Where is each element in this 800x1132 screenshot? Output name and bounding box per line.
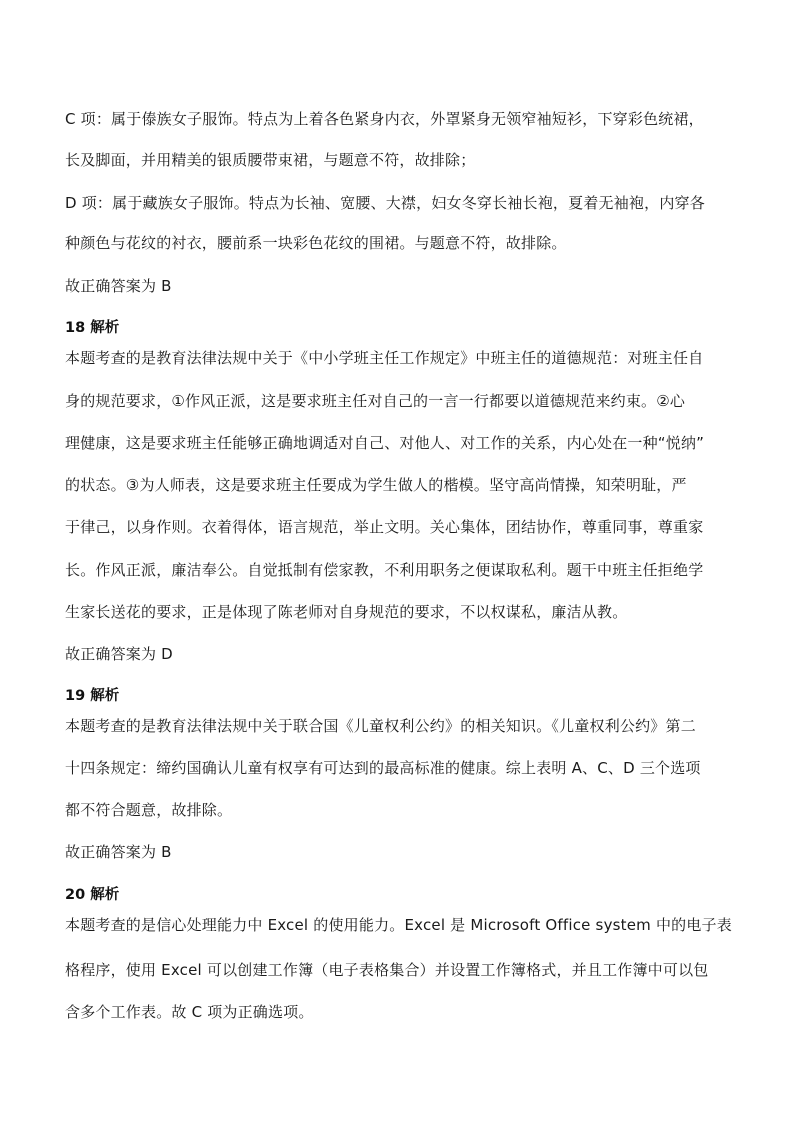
- q18-line-1: 本题考查的是教育法律法规中关于《中小学班主任工作规定》中班主任的道德规范：对班主任自: [65, 349, 704, 367]
- answer-19: 故正确答案为 B: [65, 843, 172, 861]
- heading-20: 20 解析: [65, 887, 120, 903]
- q20-line-1: 本题考查的是信心处理能力中 Excel 的使用能力。Excel 是 Microsoft Office system 中的电子表: [65, 916, 732, 934]
- option-c-line-2: 长及脚面，并用精美的银质腰带束裙，与题意不符，故排除；: [65, 151, 476, 169]
- heading-19: 19 解析: [65, 688, 120, 704]
- q20-line-3: 含多个工作表。故 C 项为正确选项。: [65, 1003, 314, 1021]
- q18-line-7: 生家长送花的要求，正是体现了陈老师对自身规范的要求，不以权谋私，廉洁从教。: [65, 603, 628, 621]
- q18-line-5: 于律己，以身作则。衣着得体，语言规范，举止文明。关心集体，团结协作，尊重同事，尊重家: [65, 518, 704, 536]
- answer-17: 故正确答案为 B: [65, 277, 172, 295]
- option-c-line-1: C 项：属于傣族女子服饰。特点为上着各色紧身内衣，外罩紧身无领窄袖短衫，下穿彩色统裙，: [65, 110, 704, 128]
- q18-line-4: 的状态。③为人师表，这是要求班主任要成为学生做人的楷模。坚守高尚情操，知荣明耻，严: [65, 476, 687, 494]
- q19-line-2: 十四条规定：缔约国确认儿童有权享有可达到的最高标准的健康。综上表明 A、C、D 三个选项: [65, 759, 701, 777]
- heading-18: 18 解析: [65, 320, 120, 336]
- q18-line-3: 理健康，这是要求班主任能够正确地调适对自己、对他人、对工作的关系，内心处在一种“悦纳”: [65, 434, 705, 452]
- q18-line-6: 长。作风正派，廉洁奉公。自觉抵制有偿家教，不利用职务之便谋取私利。题干中班主任拒绝学: [65, 561, 704, 579]
- option-d-line-1: D 项：属于藏族女子服饰。特点为长袖、宽腰、大襟，妇女冬穿长袖长袍，夏着无袖袍，内穿各: [65, 194, 705, 212]
- q20-line-2: 格程序，使用 Excel 可以创建工作簿（电子表格集合）并设置工作簿格式，并且工作簿中可以包: [65, 961, 709, 979]
- q18-line-2: 身的规范要求，①作风正派，这是要求班主任对自己的一言一行都要以道德规范来约束。②心: [65, 392, 686, 410]
- option-d-line-2: 种颜色与花纹的衬衣，腰前系一块彩色花纹的围裙。与题意不符，故排除。: [65, 234, 567, 252]
- q19-line-3: 都不符合题意，故排除。: [65, 801, 233, 819]
- answer-18: 故正确答案为 D: [65, 645, 173, 663]
- q19-line-1: 本题考查的是教育法律法规中关于联合国《儿童权利公约》的相关知识。《儿童权利公约》第二: [65, 717, 696, 735]
